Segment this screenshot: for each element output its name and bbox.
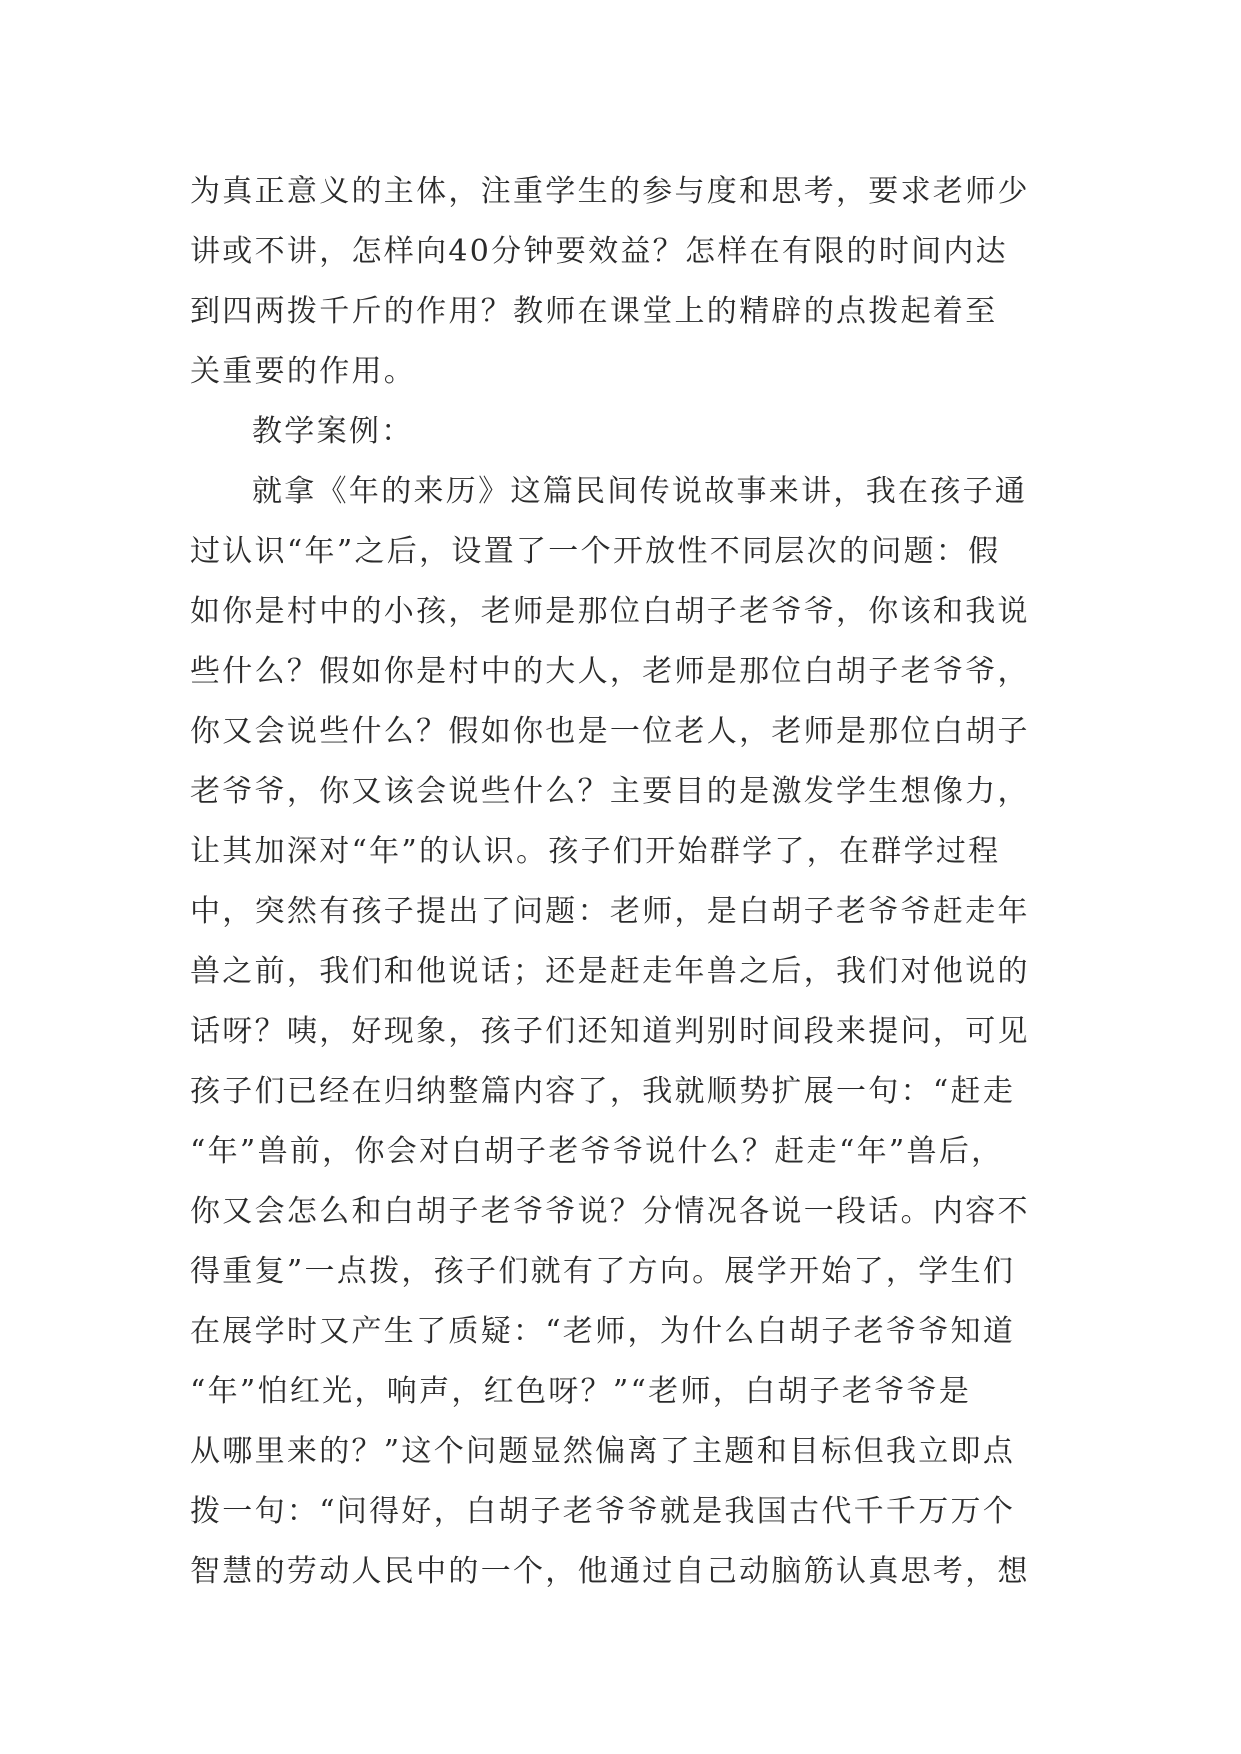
text-line: 你又会说些什么？假如你也是一位老人，老师是那位白胡子 [190,714,1030,749]
text-line: 关重要的作用。 [190,354,417,389]
text-line: 老爷爷，你又该会说些什么？主要目的是激发学生想像力， [190,774,1030,809]
text-line: 到四两拨千斤的作用？教师在课堂上的精辟的点拨起着至 [190,294,998,329]
text-line: “年”怕红光，响声，红色呀？”“老师，白胡子老爷爷是 [190,1374,972,1409]
text-line: 从哪里来的？”这个问题显然偏离了主题和目标但我立即点 [190,1434,1016,1469]
text-line: 中，突然有孩子提出了问题：老师，是白胡子老爷爷赶走年 [190,894,1030,929]
text-line: 孩子们已经在归纳整篇内容了，我就顺势扩展一句：“赶走 [190,1074,1016,1109]
text-line: “年”兽前，你会对白胡子老爷爷说什么？赶走“年”兽后， [190,1134,1004,1169]
document-body [190,162,1060,1602]
text-line: 兽之前，我们和他说话；还是赶走年兽之后，我们对他说的 [190,954,1030,989]
text-line: 让其加深对“年”的认识。孩子们开始群学了，在群学过程 [190,834,1001,869]
text-line: 在展学时又产生了质疑：“老师，为什么白胡子老爷爷知道 [190,1314,1016,1349]
text-line: 得重复”一点拨，孩子们就有了方向。展学开始了，学生们 [190,1254,1016,1289]
text-line: 为真正意义的主体，注重学生的参与度和思考，要求老师少 [190,174,1030,209]
text-line: 拨一句：“问得好，白胡子老爷爷就是我国古代千千万万个 [190,1494,1016,1529]
text-line: 过认识“年”之后，设置了一个开放性不同层次的问题：假 [190,534,1001,569]
text-line: 讲或不讲，怎样向40分钟要效益？怎样在有限的时间内达 [190,234,1008,269]
text-line: 话呀？咦，好现象，孩子们还知道判别时间段来提问，可见 [190,1014,1030,1049]
text-line: 教学案例： [252,414,414,449]
text-line: 如你是村中的小孩，老师是那位白胡子老爷爷，你该和我说 [190,594,1030,629]
text-line: 就拿《年的来历》这篇民间传说故事来讲，我在孩子通 [252,474,1028,509]
text-line: 些什么？假如你是村中的大人，老师是那位白胡子老爷爷， [190,654,1030,689]
text-line: 你又会怎么和白胡子老爷爷说？分情况各说一段话。内容不 [190,1194,1030,1229]
text-line: 智慧的劳动人民中的一个，他通过自己动脑筋认真思考，想 [190,1554,1030,1589]
